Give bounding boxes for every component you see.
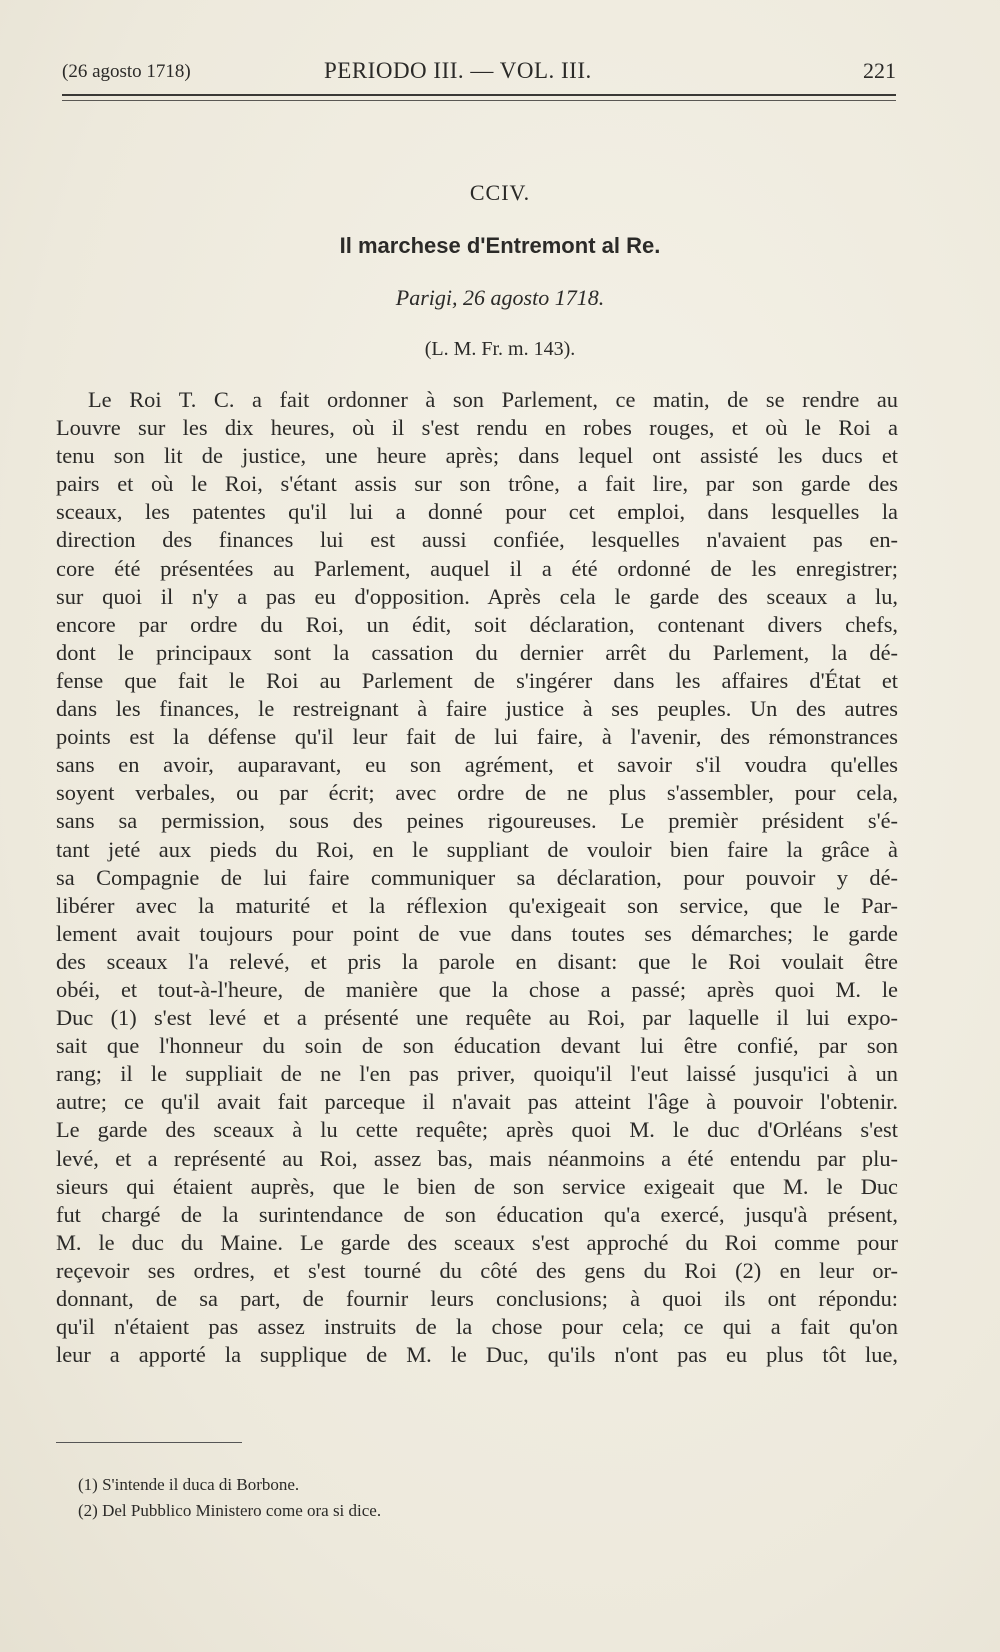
body-line: lement avait toujours pour point de vue dans toutes ses démarches; le garde	[56, 920, 898, 946]
header-rule-thick	[62, 94, 896, 96]
body-line: sceaux, les patentes qu'il lui a donné pour cet emploi, dans lesquelles la	[56, 499, 898, 525]
header-rule-thin	[62, 100, 896, 101]
body-line: qu'il n'étaient pas assez instruits de la chose pour cela; ce qui a fait qu'on	[56, 1314, 898, 1340]
body-line: fut chargé de la surintendance de son éducation qu'a exercé, jusqu'à présent,	[56, 1201, 898, 1227]
document-title: Il marchese d'Entremont al Re.	[339, 233, 661, 258]
document-source: (L. M. Fr. m. 143).	[424, 338, 576, 360]
running-head	[62, 58, 896, 88]
page-number: 221	[863, 58, 896, 83]
footnote-rule	[56, 1442, 242, 1443]
body-line: sieurs qui étaient auprès, que le bien de son service exigeait que M. le Duc	[56, 1173, 898, 1199]
body-line: fense que fait le Roi au Parlement de s'ingérer dans les affaires d'État et	[56, 667, 898, 693]
body-line: des sceaux l'a relevé, et pris la parole en disant: que le Roi voulait être	[56, 948, 898, 974]
document-number: CCIV.	[469, 180, 531, 205]
body-line: reçevoir ses ordres, et s'est tourné du côté des gens du Roi (2) en leur or-	[56, 1257, 898, 1283]
body-line: Le garde des sceaux à lu cette requête; après quoi M. le duc d'Orléans s'est	[56, 1117, 898, 1143]
footnote-2: (2) Del Pubblico Ministero come ora si dice.	[78, 1501, 382, 1520]
body-line: Duc (1) s'est levé et a présenté une requête au Roi, par laquelle il lui expo-	[56, 1005, 898, 1031]
body-line: pairs et où le Roi, s'étant assis sur son trône, a fait lire, par son garde des	[56, 471, 898, 497]
footnotes	[78, 1472, 381, 1524]
body-line: sa Compagnie de lui faire communiquer sa déclaration, pour pouvoir y dé-	[56, 864, 898, 890]
body-line: Le Roi T. C. a fait ordonner à son Parlement, ce matin, de se rendre au	[88, 387, 898, 412]
body-line: direction des finances lui est aussi confiée, lesquelles n'avaient pas en-	[56, 527, 898, 553]
body-line: points est la défense qu'il leur fait de lui faire, à l'avenir, des rémonstrances	[56, 724, 898, 750]
running-head-title: PERIODO III. — VOL. III.	[324, 58, 592, 83]
document-place-date: Parigi, 26 agosto 1718.	[395, 285, 605, 310]
body-line: M. le duc du Maine. Le garde des sceaux s'est approché du Roi comme pour	[56, 1229, 898, 1255]
body-text	[56, 386, 898, 1369]
body-line: levé, et a représenté au Roi, assez bas, mais néanmoins a été entendu par plu-	[56, 1145, 898, 1171]
body-line: tant jeté aux pieds du Roi, en le suppliant de vouloir bien faire la grâce à	[56, 836, 898, 862]
body-line: libérer avec la maturité et la réflexion qu'exigeait son service, que le Par-	[56, 892, 898, 918]
body-line: obéi, et tout-à-l'heure, de manière que la chose a passé; après quoi M. le	[56, 976, 898, 1002]
body-line: soyent verbales, ou par écrit; avec ordre de ne plus s'assembler, pour cela,	[56, 780, 898, 806]
body-line: sans en avoir, auparavant, eu son agrément, et savoir s'il voudra qu'elles	[56, 752, 898, 778]
body-line: sur quoi il n'y a pas eu d'opposition. Après cela le garde des sceaux a lu,	[56, 583, 898, 609]
body-line: sans sa permission, sous des peines rigoureuses. Le premièr président s'é-	[56, 808, 898, 834]
footnote-1: (1) S'intende il duca di Borbone.	[78, 1475, 300, 1494]
body-line: core été présentées au Parlement, auquel il a été ordonné de les enregistrer;	[56, 555, 898, 581]
body-line: autre; ce qu'il avait fait parceque il n'avait pas atteint l'âge à pouvoir l'obtenir.	[56, 1089, 898, 1115]
body-line: donnant, de sa part, de fournir leurs conclusions; à quoi ils ont répondu:	[56, 1286, 898, 1311]
running-head-date: (26 agosto 1718)	[62, 61, 191, 82]
body-line: encore par ordre du Roi, un édit, soit déclaration, contenant divers chefs,	[56, 611, 898, 637]
body-line: sait que l'honneur du soin de son éducation devant lui être confié, par son	[56, 1033, 898, 1059]
body-line: dans les finances, le restreignant à faire justice à ses peuples. Un des autres	[56, 696, 898, 722]
body-line: rang; il le suppliait de ne l'en pas priver, quoiqu'il l'eut laissé jusqu'ici à un	[56, 1061, 898, 1087]
body-line: dont le principaux sont la cassation du dernier arrêt du Parlement, la dé-	[56, 639, 898, 665]
body-line: tenu son lit de justice, une heure après; dans lequel ont assisté les ducs et	[56, 443, 898, 469]
body-line: Louvre sur les dix heures, où il s'est rendu en robes rouges, et où le Roi a	[56, 415, 898, 441]
body-line: leur a apporté la supplique de M. le Duc, qu'ils n'ont pas eu plus tôt lue,	[56, 1342, 898, 1368]
